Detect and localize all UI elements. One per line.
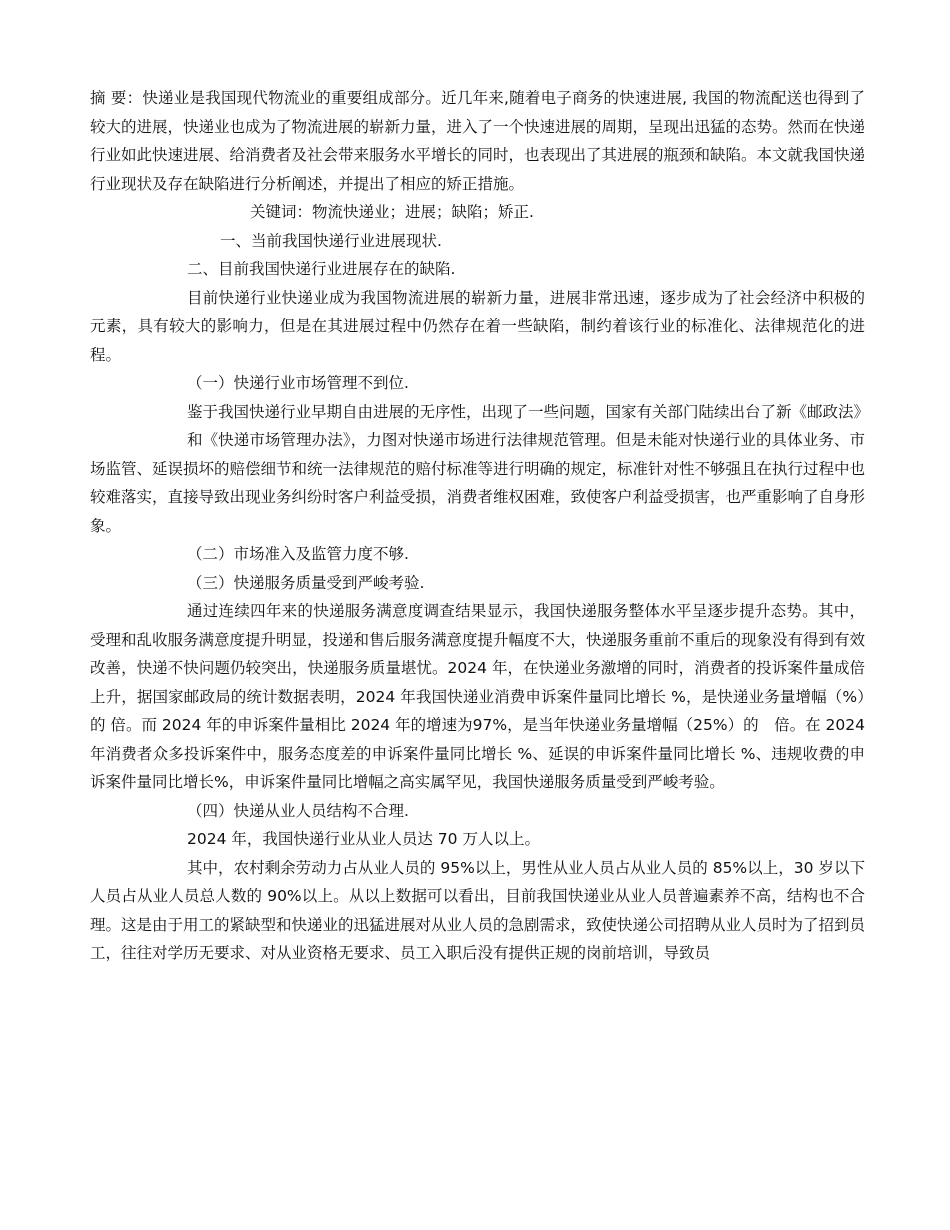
subheading-4: （四）快递从业人员结构不合理. (187, 801, 409, 820)
paragraph-intro: 目前快递行业快递业成为我国物流进展的崭新力量，进展非常迅速，逐步成为了社会经济中积极的元素，具有较大的影响力，但是在其进展过程中仍然存在着一些缺陷，制约着该行业的标准化、法律规范化的进程。 (90, 288, 865, 364)
subheading-1: （一）快递行业市场管理不到位. (187, 374, 409, 392)
paragraph-sub4-a: 2024 年，我国快递行业从业人员达 70 万人以上。 (187, 830, 540, 848)
heading-2: 二、目前我国快递行业进展存在的缺陷. (187, 260, 456, 278)
subheading-2: （二）市场准入及监管力度不够. (187, 545, 409, 563)
paragraph-sub3: 通过连续四年来的快递服务满意度调查结果显示，我国快递服务整体水平呈逐步提升态势。其中，受理和乱收服务满意度提升明显，投递和售后服务满意度提升幅度不大，快递服务重前不重后的现象没有得到有效改善，快递不快问题仍较突出，快递服务质量堪忧。2024 年，在快递业务激增的同时，消费者的投诉案件量成倍上升，据国家邮政局的统计数据表明，2024 年我国快递业消费申诉案件量同比增长 %，是快递业务量增幅（%）的 倍。而 2024 年的申诉案件量相比 2024 年的增速为97%，是当年快递业务量增幅（25%）的 倍。在 2024 年消费者众多投诉案件中，服务态度差的申诉案件量同比增长 %、延误的申诉案件量同比增长 %、违规收费的申诉案件量同比增长%，申诉案件量同比增幅之高实属罕见，我国快递服务质量受到严峻考验。 (90, 602, 866, 791)
keywords: 关键词：物流快递业；进展；缺陷；矫正. (250, 203, 534, 221)
abstract: 摘 要：快递业是我国现代物流业的重要组成部分。近几年来,随着电子商务的快速进展, 我国的物流配送也得到了较大的进展，快递业也成为了物流进展的崭新力量，进入了一个快速进展的周期，呈现出迅猛的态势。然而在快递行业如此快速进展、给消费者及社会带来服务水平增长的同时，也表现出了其进展的瓶颈和缺陷。本文就我国快递行业现状及存在缺陷进行分析阐述，并提出了相应的矫正措施。 (90, 89, 866, 193)
paragraph-sub1-a: 鉴于我国快递行业早期自由进展的无序性，出现了一些问题，国家有关部门陆续出台了新《邮政法》 (187, 402, 870, 421)
heading-1: 一、当前我国快递行业进展现状. (220, 231, 442, 250)
subheading-3: （三）快递服务质量受到严峻考验. (187, 573, 425, 592)
paragraph-sub1-b: 和《快递市场管理办法》，力图对快递市场进行法律规范管理。但是未能对快递行业的具体业务、市场监管、延误损坏的赔偿细节和统一法律规范的赔付标准等进行明确的规定，标准针对性不够强且在执行过程中也较难落实，直接导致出现业务纠纷时客户利益受损，消费者维权困难，致使客户利益受损害，也严重影响了自身形象。 (90, 431, 866, 535)
paragraph-sub4-b: 其中，农村剩余劳动力占从业人员的 95%以上，男性从业人员占从业人员的 85%以上，30 岁以下人员占从业人员总人数的 90%以上。从以上数据可以看出，目前我国快递业从业人员普遍素养不高，结构也不合理。这是由于用工的紧缺型和快递业的迅猛进展对从业人员的急剧需求，致使快递公司招聘从业人员时为了招到员工，往往对学历无要求、对从业资格无要求、员工入职后没有提供正规的岗前培训，导致员 (90, 858, 866, 962)
document-body (90, 84, 870, 968)
